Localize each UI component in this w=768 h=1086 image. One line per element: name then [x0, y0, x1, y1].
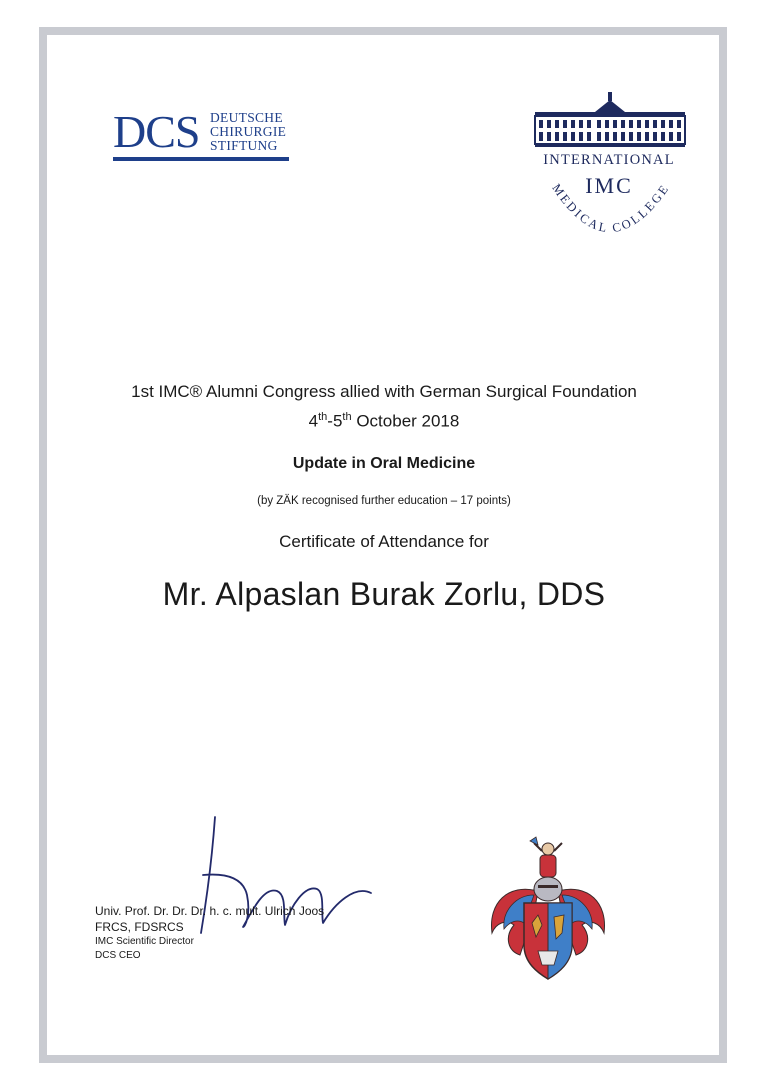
event-date-day1: 4	[308, 411, 319, 431]
event-date	[0, 411, 768, 432]
imc-logo-arc	[527, 168, 691, 250]
course-title: Update in Oral Medicine	[292, 455, 476, 472]
signatory-role-dcs: DCS CEO	[95, 950, 141, 961]
dcs-logo-line1: DEUTSCHE	[210, 110, 283, 125]
imc-building-icon	[527, 90, 691, 150]
event-date-sup2: th	[342, 411, 352, 423]
imc-logo-top-text: INTERNATIONAL	[543, 152, 675, 168]
event-date-day2: -5	[327, 411, 343, 431]
signatory-degrees: FRCS, FDSRCS	[95, 920, 184, 934]
signatory-role-imc: IMC Scientific Director	[95, 936, 194, 947]
coat-of-arms-icon	[478, 833, 618, 983]
imc-logo-arc-text: MEDICAL COLLEGE	[549, 180, 673, 236]
dcs-logo-letters: DCS	[113, 106, 200, 157]
dcs-logo	[113, 107, 293, 167]
imc-logo	[527, 90, 691, 250]
certificate-label: Certificate of Attendance for	[279, 532, 489, 551]
education-note: (by ZÄK recognised further education – 17 points)	[257, 495, 511, 507]
event-date-sup1: th	[318, 411, 328, 423]
signatory-name: Univ. Prof. Dr. Dr. Dr. h. c. mult. Ulrich Joos	[95, 904, 325, 918]
imc-logo-middle-text: IMC	[585, 173, 633, 198]
event-title: 1st IMC® Alumni Congress allied with German Surgical Foundation	[131, 382, 637, 401]
recipient-name: Mr. Alpaslan Burak Zorlu, DDS	[162, 576, 606, 612]
dcs-logo-line2: CHIRURGIE	[210, 124, 287, 139]
dcs-logo-bar	[113, 157, 289, 161]
dcs-logo-line3: STIFTUNG	[210, 138, 278, 153]
event-date-rest: October 2018	[351, 411, 460, 431]
signatory-block	[95, 903, 395, 963]
